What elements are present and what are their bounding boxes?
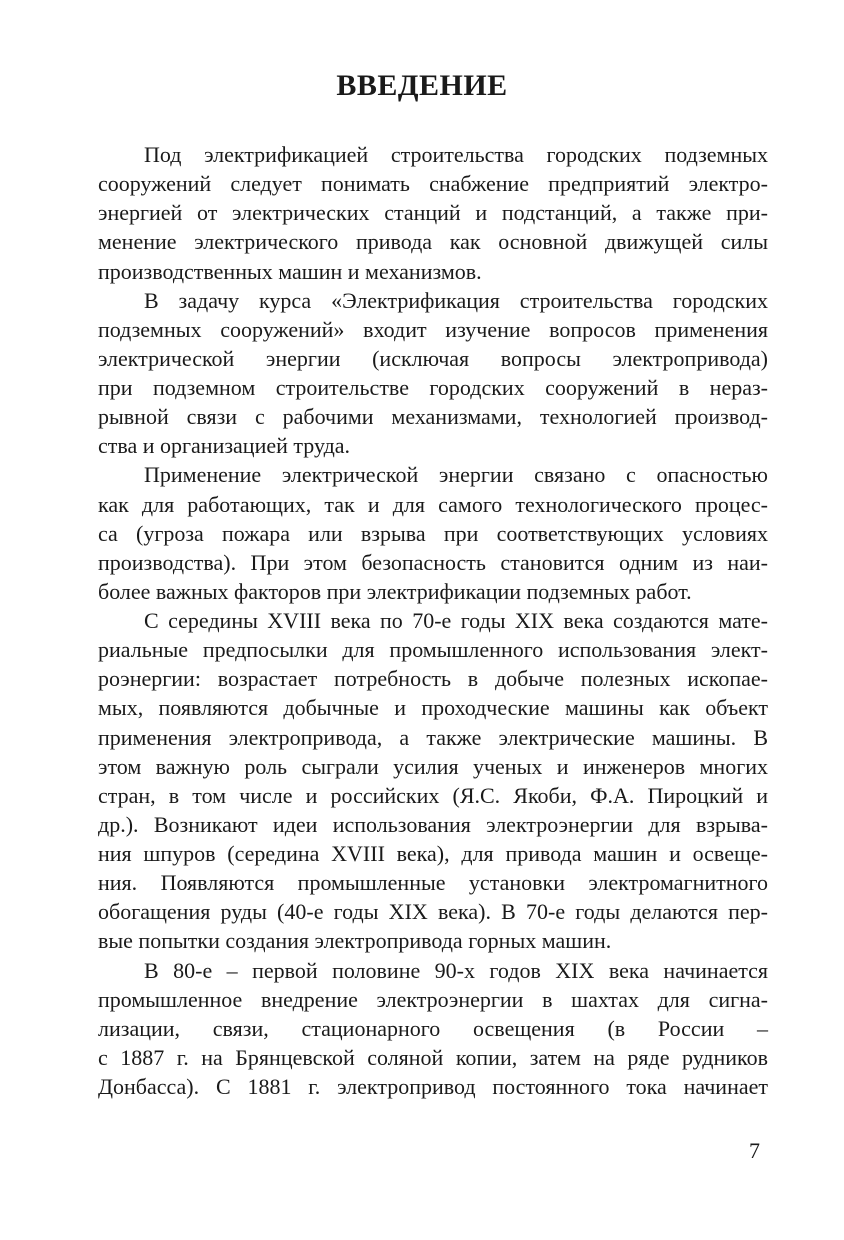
text-line: сооружений следует понимать снабжение предприятий электро- [98, 171, 768, 197]
text-line: менение электрического привода как основной движущей силы [98, 229, 768, 255]
text-line: с 1887 г. на Брянцевской соляной копии, затем на ряде рудников [98, 1044, 768, 1070]
body-text [98, 140, 768, 1101]
text-line: подземных сооружений» входит изучение вопросов применения [98, 316, 768, 342]
text-line: лизации, связи, стационарного освещения (в России – [98, 1015, 768, 1041]
text-line: др.). Возникают идеи использования электроэнергии для взрыва- [98, 811, 768, 837]
text-line: этом важную роль сыграли усилия ученых и инженеров многих [98, 753, 768, 779]
text-line: ства и организацией труда. [98, 433, 351, 459]
text-line: стран, в том числе и российских (Я.С. Якоби, Ф.А. Пироцкий и [98, 782, 768, 808]
text-line: са (угроза пожара или взрыва при соответствующих условиях [98, 520, 768, 546]
paragraph-5 [98, 956, 768, 1102]
text-line: промышленное внедрение электроэнергии в шахтах для сигна- [98, 986, 768, 1012]
text-line: роэнергии: возрастает потребность в добыче полезных ископае- [98, 666, 768, 692]
text-line: как для работающих, так и для самого технологического процес- [98, 491, 768, 517]
text-line: рывной связи с рабочими механизмами, технологией производ- [98, 404, 768, 430]
text-line: производства). При этом безопасность становится одним из наи- [98, 549, 768, 575]
text-line: применения электропривода, а также электрические машины. В [98, 724, 768, 750]
text-line: риальные предпосылки для промышленного использования элект- [98, 637, 768, 663]
paragraph-4 [98, 606, 768, 956]
text-line: мых, появляются добычные и проходческие машины как объект [98, 695, 768, 721]
text-line: энергией от электрических станций и подстанций, а также при- [98, 200, 768, 226]
page-number: 7 [749, 1138, 760, 1163]
text-line: ния шпуров (середина XVIII века), для привода машин и освеще- [98, 841, 768, 866]
text-line: при подземном строительстве городских сооружений в нераз- [98, 375, 768, 400]
text-line: Под электрификацией строительства городских подземных [144, 142, 768, 167]
text-line: обогащения руды (40-е годы XIX века). В 70-е годы делаются пер- [98, 899, 768, 925]
text-line: С середины XVIII века по 70-е годы XIX века создаются мате- [144, 608, 768, 633]
text-line: Донбасса). С 1881 г. электропривод постоянного тока начинает [98, 1074, 768, 1099]
paragraph-1 [98, 140, 768, 286]
paragraph-2 [98, 286, 768, 461]
text-line: более важных факторов при электрификации подземных работ. [98, 578, 692, 604]
text-line: вые попытки создания электропривода горных машин. [98, 928, 612, 954]
paragraph-3 [98, 460, 768, 606]
text-line: ния. Появляются промышленные установки электромагнитного [98, 870, 768, 896]
text-line: В 80-е – первой половине 90-х годов XIX века начинается [144, 957, 768, 983]
text-line: Применение электрической энергии связано с опасностью [144, 462, 768, 488]
text-line: В задачу курса «Электрификация строительства городских [144, 287, 768, 313]
text-line: электрической энергии (исключая вопросы электропривода) [98, 345, 768, 371]
text-line: производственных машин и механизмов. [98, 258, 482, 284]
chapter-title: ВВЕДЕНИЕ [336, 69, 508, 102]
